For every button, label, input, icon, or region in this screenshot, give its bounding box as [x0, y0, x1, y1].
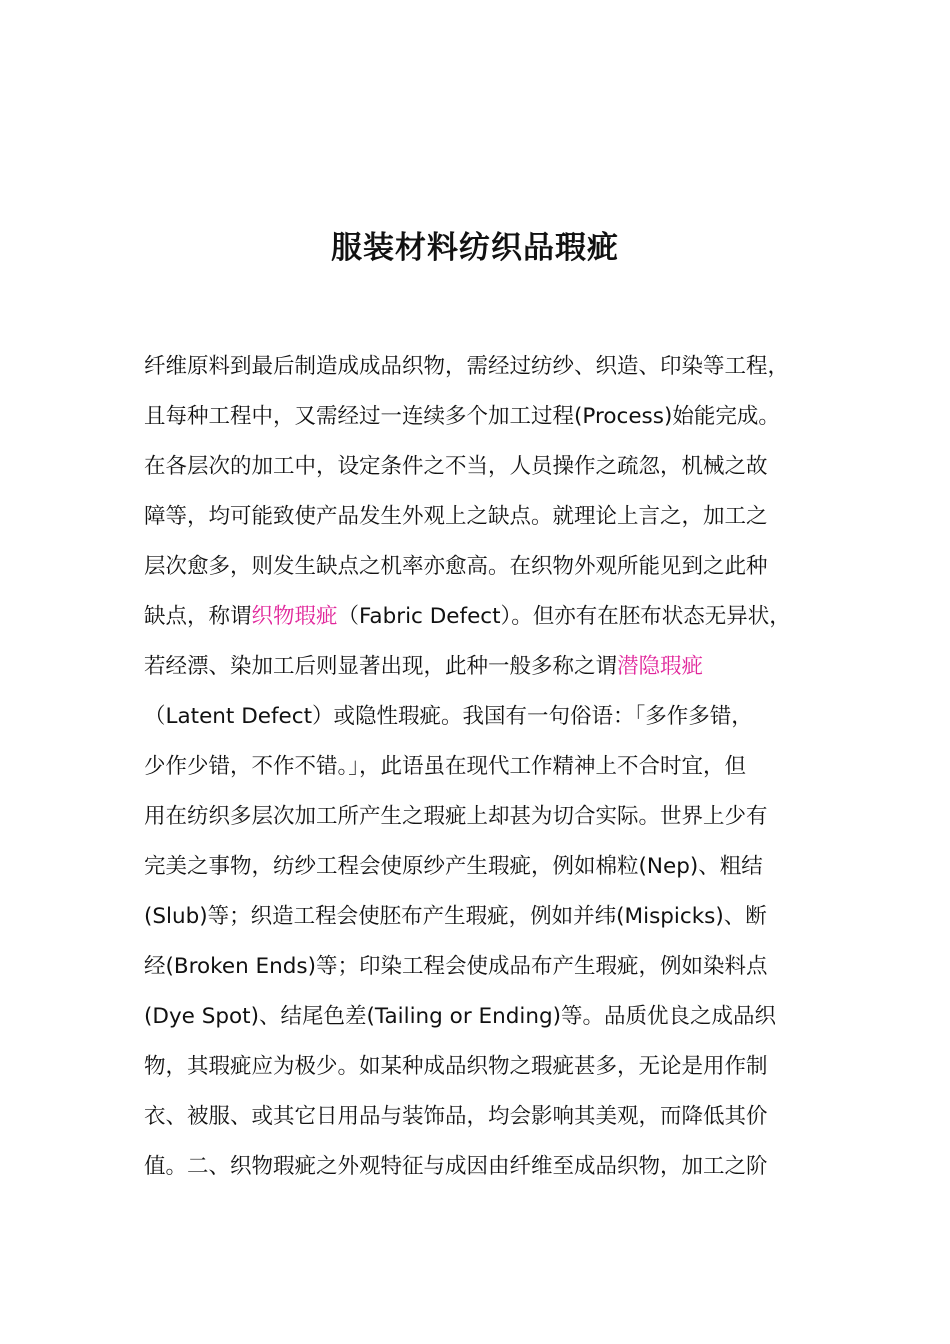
text-run: 用在纺织多层次加工所产生之瑕疵上却甚为切合实际。世界上少有 — [144, 804, 768, 829]
text-line — [144, 1142, 834, 1192]
text-run: 障等，均可能致使产品发生外观上之缺点。就理论上言之，加工之 — [144, 504, 768, 529]
text-run: 衣、被服、或其它日用品与装饰品，均会影响其美观，而降低其价 — [144, 1104, 768, 1129]
text-line — [144, 442, 834, 492]
text-run: （Fabric Defect）。但亦有在胚布状态无异状， — [337, 604, 791, 629]
text-line — [144, 1092, 834, 1142]
highlighted-term: 织物瑕疵 — [251, 604, 338, 629]
text-run: （Latent Defect）或隐性瑕疵。我国有一句俗语：「多作多错， — [144, 704, 753, 729]
text-line — [144, 642, 834, 692]
highlighted-term: 潜隐瑕疵 — [617, 654, 704, 679]
text-line — [144, 792, 834, 842]
text-line — [144, 942, 834, 992]
text-line — [144, 992, 834, 1042]
text-run: 值。二、织物瑕疵之外观特征与成因由纤维至成品织物，加工之阶 — [144, 1154, 768, 1179]
text-line — [144, 742, 834, 792]
text-run: 物，其瑕疵应为极少。如某种成品织物之瑕疵甚多，无论是用作制 — [144, 1054, 768, 1079]
text-line — [144, 342, 834, 392]
document-body — [144, 342, 834, 1192]
text-run: 在各层次的加工中，设定条件之不当，人员操作之疏忽，机械之故 — [144, 454, 768, 479]
document-title: 服装材料纺织品瑕疵 — [331, 230, 619, 266]
text-line — [144, 492, 834, 542]
text-run: 且每种工程中，又需经过一连续多个加工过程(Process)始能完成。 — [144, 404, 780, 429]
text-run: 经(Broken Ends)等；印染工程会使成品布产生瑕疵，例如染料点 — [144, 954, 768, 979]
text-line — [144, 892, 834, 942]
text-line — [144, 842, 834, 892]
text-run: 少作少错，不作不错。」，此语虽在现代工作精神上不合时宜，但 — [144, 754, 747, 779]
text-line — [144, 692, 834, 742]
text-line — [144, 592, 834, 642]
text-line — [144, 392, 834, 442]
text-run: 完美之事物，纺纱工程会使原纱产生瑕疵，例如棉粒(Nep)、粗结 — [144, 854, 763, 879]
text-run: 纤维原料到最后制造成成品织物，需经过纺纱、织造、印染等工程， — [144, 354, 790, 379]
text-run: (Dye Spot)、结尾色差(Tailing or Ending)等。品质优良之成品织 — [144, 1004, 776, 1029]
text-run: 层次愈多，则发生缺点之机率亦愈高。在织物外观所能见到之此种 — [144, 554, 768, 579]
text-line — [144, 542, 834, 592]
text-run: 缺点，称谓 — [144, 604, 252, 629]
text-run: 若经漂、染加工后则显著出现，此种一般多称之谓 — [144, 654, 618, 679]
text-run: (Slub)等；织造工程会使胚布产生瑕疵，例如并纬(Mispicks)、断 — [144, 904, 767, 929]
text-line — [144, 1042, 834, 1092]
